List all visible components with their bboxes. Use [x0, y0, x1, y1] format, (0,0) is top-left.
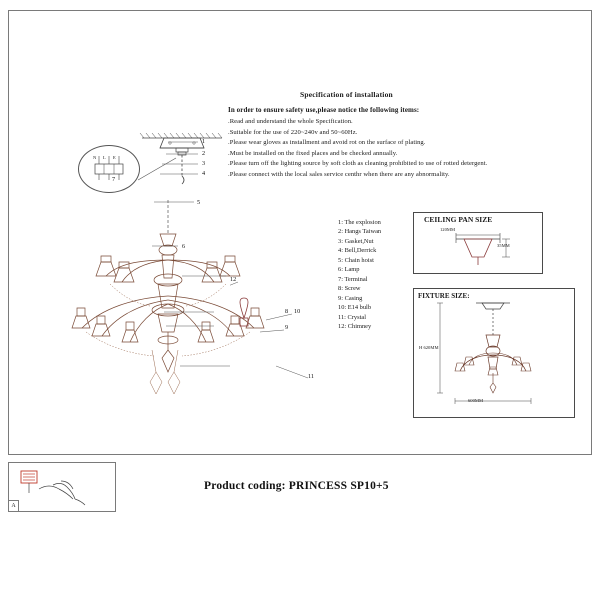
spec-item: .Suitable for the use of 220~240v and 50~60Hz. — [228, 128, 358, 136]
callout-11: 11 — [308, 373, 314, 380]
spec-item: .Must be installed on the fixed places and be checked annually. — [228, 149, 398, 157]
callout-12: 12 — [230, 276, 237, 283]
terminal-label-l: L — [103, 155, 106, 160]
callout-6: 6 — [182, 243, 186, 250]
spec-item: .Please connect with the local sales service centhr when there are any abnormality. — [228, 170, 450, 178]
callout-4: 4 — [202, 170, 206, 177]
legend-item: 2: Hangs Taiwan — [338, 228, 382, 236]
legend-item: 8: Screw — [338, 285, 361, 293]
callout-3: 3 — [202, 160, 206, 167]
legend-item: 4: Bell,Derrick — [338, 247, 377, 255]
legend-item: 12: Chimney — [338, 323, 372, 331]
legend-item: 6: Lamp — [338, 266, 360, 274]
callout-1: 1 — [202, 138, 206, 145]
spec-item: .Please turn off the lighting source by soft cloth as cleaning prohibited to use of rotted detergent. — [228, 160, 488, 168]
fixture-size-box — [413, 288, 575, 418]
legend-item: 5: Chain hoist — [338, 256, 374, 264]
legend-item: 7: Terminal — [338, 275, 368, 283]
legend-item: 1: The explosion — [338, 219, 381, 226]
terminal-detail-circle — [78, 145, 140, 193]
ceiling-pan-height-label: 35MM — [497, 243, 510, 248]
specification-title: Specification of installation — [300, 90, 393, 99]
spec-item: .Please wear gloves as installment and avoid rot on the surface of plating. — [228, 139, 426, 147]
legend-item: 9: Casing — [338, 294, 363, 302]
parts-legend — [338, 218, 381, 332]
callout-leader-lines-right — [230, 270, 320, 390]
fixture-size-drawing — [414, 289, 574, 417]
spec-item: .Read and understand the whole Specification. — [228, 118, 353, 125]
callout-7: 7 — [112, 176, 116, 183]
callout-10: 10 — [294, 308, 301, 315]
terminal-block-drawing — [79, 146, 139, 192]
fixture-height-label: H 620MM — [419, 345, 439, 350]
ceiling-pan-size-title: CEILING PAN SIZE — [424, 215, 493, 224]
ceiling-pan-width-label: 120MM — [440, 227, 456, 232]
fixture-width-label: 600MM — [468, 398, 484, 403]
specification-lead-text: In order to ensure safety use,please notice the following items: — [228, 106, 420, 114]
fixture-size-title: FIXTURE SIZE: — [418, 292, 470, 300]
specification-items — [228, 118, 588, 182]
callout-5: 5 — [197, 199, 201, 206]
safety-note-box — [8, 462, 116, 512]
terminal-label-n: N — [93, 155, 97, 160]
callout-2: 2 — [202, 150, 206, 157]
gloves-hand-icon — [9, 463, 115, 511]
product-coding-label: Product coding: PRINCESS SP10+5 — [204, 480, 389, 492]
terminal-label-e: E — [113, 155, 116, 160]
callout-9: 9 — [285, 324, 289, 331]
legend-item: 11: Crystal — [338, 313, 366, 321]
legend-item: 10: E14 bulb — [338, 304, 372, 312]
box-label-a: A — [9, 500, 19, 511]
legend-item: 3: Gasket,Nut — [338, 237, 374, 245]
callout-8: 8 — [285, 308, 289, 315]
